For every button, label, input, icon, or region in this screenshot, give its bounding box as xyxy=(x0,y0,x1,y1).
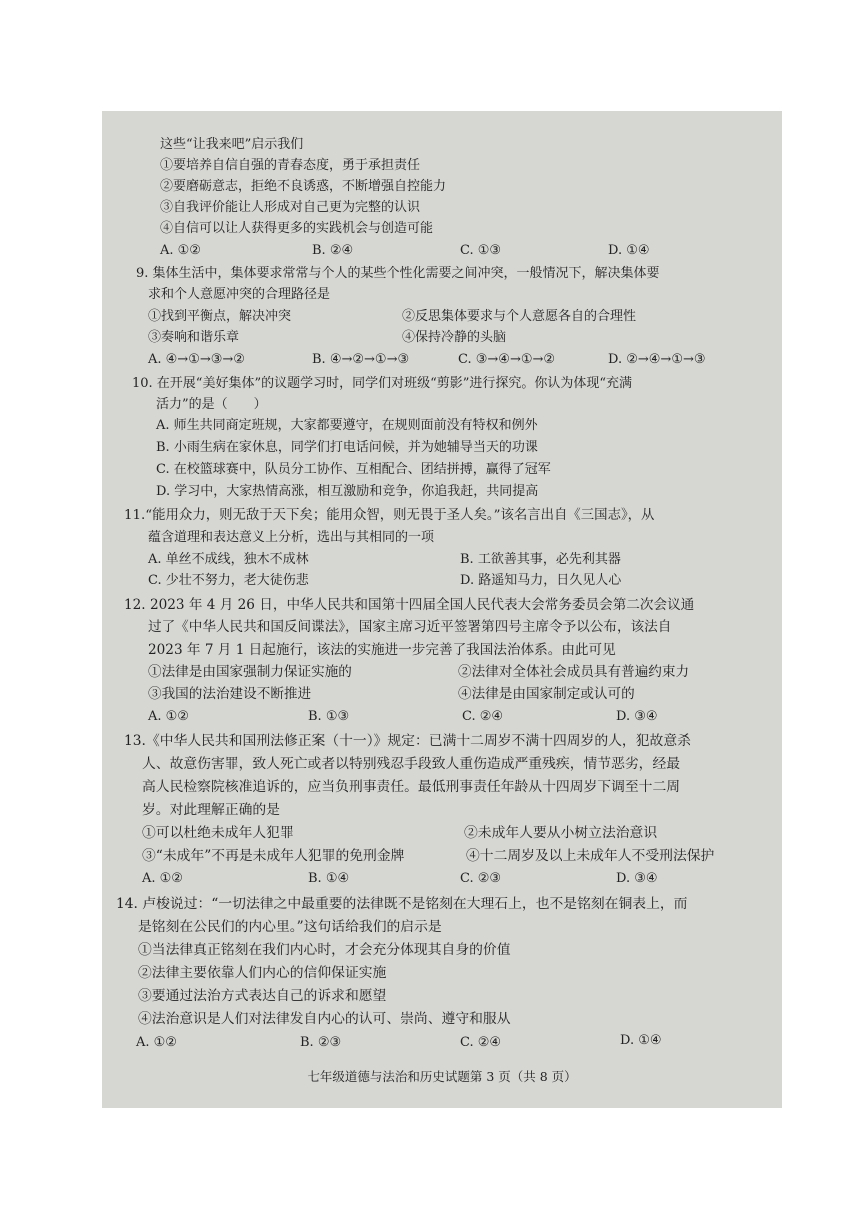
page-footer: 七年级道德与法治和历史试题第 3 页（共 8 页） xyxy=(307,1069,577,1084)
q12-option-c: C. ②④ xyxy=(462,709,504,724)
q10-stem-line-2: 活力”的是（ ） xyxy=(156,397,267,412)
q12-item-1: ①法律是由国家强制力保证实施的 xyxy=(148,664,352,680)
q9-stem-line-2: 求和个人意愿冲突的合理路径是 xyxy=(148,287,331,302)
q8-item-4: ④自信可以让人获得更多的实践机会与创造可能 xyxy=(160,221,434,236)
q14-stem-line-1: 14. 卢梭说过：“一切法律之中最重要的法律既不是铭刻在大理石上，也不是铭刻在铜表上，而 xyxy=(116,896,688,912)
q8-option-b: B. ②④ xyxy=(312,243,354,258)
q8-option-c: C. ①③ xyxy=(460,243,502,258)
q10-option-a: A. 师生共同商定班规，大家都要遵守，在规则面前没有特权和例外 xyxy=(156,418,538,433)
q13-stem-line-4: 岁。对此理解正确的是 xyxy=(142,802,280,818)
q12-option-b: B. ①③ xyxy=(308,709,350,724)
q9-item-2: ②反思集体要求与个人意愿各自的合理性 xyxy=(402,309,637,324)
q13-option-c: C. ②③ xyxy=(460,871,502,886)
q8-stem: 这些“让我来吧”启示我们 xyxy=(160,137,304,152)
q12-stem-line-1: 12. 2023 年 4 月 26 日，中华人民共和国第十四届全国人民代表大会常务委员会第二次会议通 xyxy=(124,597,695,613)
q14-option-a: A. ①② xyxy=(136,1035,177,1050)
q8-option-a: A. ①② xyxy=(160,243,201,258)
q9-stem-line-1: 9. 集体生活中，集体要求常常与个人的某些个性化需要之间冲突，一般情况下，解决集体要 xyxy=(136,266,660,281)
q9-option-c: C. ③→④→①→② xyxy=(458,352,556,367)
q9-option-b: B. ④→②→①→③ xyxy=(312,352,410,367)
q11-option-d: D. 路遥知马力，日久见人心 xyxy=(460,573,622,588)
q13-item-4: ④十二周岁及以上未成年人不受刑法保护 xyxy=(466,848,715,864)
q11-option-a: A. 单丝不成线，独木不成林 xyxy=(148,552,309,567)
q8-option-d: D. ①④ xyxy=(608,243,650,258)
q10-option-d: D. 学习中，大家热情高涨，相互激励和竞争，你追我赶，共同提高 xyxy=(156,484,539,499)
q11-stem-line-1: 11.“能用众力，则无敌于天下矣；能用众智，则无畏于圣人矣。”该名言出自《三国志》，从 xyxy=(124,508,655,523)
q11-option-c: C. 少壮不努力，老大徒伤悲 xyxy=(148,573,309,588)
q13-item-3: ③“未成年”不再是未成年人犯罪的免刑金牌 xyxy=(142,848,405,864)
q12-item-2: ②法律对全体社会成员具有普遍约束力 xyxy=(458,664,690,680)
q12-option-d: D. ③④ xyxy=(616,709,658,724)
q13-stem-line-1: 13.《中华人民共和国刑法修正案（十一）》规定：已满十二周岁不满十四周岁的人，犯故意杀 xyxy=(124,733,691,749)
q11-option-b: B. 工欲善其事，必先利其器 xyxy=(460,552,621,567)
q10-option-c: C. 在校篮球赛中，队员分工协作、互相配合、团结拼搏，赢得了冠军 xyxy=(156,462,551,477)
q13-item-1: ①可以杜绝未成年人犯罪 xyxy=(142,825,294,841)
q9-option-d: D. ②→④→①→③ xyxy=(608,352,706,367)
q9-item-4: ④保持冷静的头脑 xyxy=(402,330,507,345)
q8-item-3: ③自我评价能让人形成对自己更为完整的认识 xyxy=(160,200,421,215)
exam-page xyxy=(102,111,782,1108)
q9-option-a: A. ④→①→③→② xyxy=(148,352,245,367)
q8-item-1: ①要培养自信自强的青春态度，勇于承担责任 xyxy=(160,158,421,173)
q12-stem-line-3: 2023 年 7 月 1 日起施行，该法的实施进一步完善了我国法治体系。由此可见 xyxy=(148,642,616,658)
q11-stem-line-2: 蕴含道理和表达意义上分析，选出与其相同的一项 xyxy=(148,530,435,545)
q14-option-c: C. ②④ xyxy=(460,1035,502,1050)
q13-stem-line-2: 人、故意伤害罪，致人死亡或者以特别残忍手段致人重伤造成严重残疾，情节恶劣，经最 xyxy=(142,756,681,772)
q14-item-1: ①当法律真正铭刻在我们内心时，才会充分体现其自身的价值 xyxy=(138,942,511,958)
q13-option-b: B. ①④ xyxy=(308,871,350,886)
q10-stem-line-1: 10. 在开展“美好集体”的议题学习时，同学们对班级“剪影”进行探究。你认为体现“充满 xyxy=(132,376,633,391)
q10-option-b: B. 小雨生病在家休息，同学们打电话问候，并为她辅导当天的功课 xyxy=(156,440,538,455)
q12-item-3: ③我国的法治建设不断推进 xyxy=(148,686,312,702)
q13-stem-line-3: 高人民检察院核准追诉的，应当负刑事责任。最低刑事责任年龄从十四周岁下调至十二周 xyxy=(142,779,681,795)
q14-item-3: ③要通过法治方式表达自己的诉求和愿望 xyxy=(138,988,387,1004)
q14-item-2: ②法律主要依靠人们内心的信仰保证实施 xyxy=(138,965,387,981)
q14-option-b: B. ②③ xyxy=(300,1035,342,1050)
q12-item-4: ④法律是由国家制定或认可的 xyxy=(458,686,635,702)
q13-option-d: D. ③④ xyxy=(616,871,658,886)
q14-item-4: ④法治意识是人们对法律发自内心的认可、崇尚、遵守和服从 xyxy=(138,1011,511,1027)
q9-item-1: ①找到平衡点，解决冲突 xyxy=(148,309,292,324)
q13-item-2: ②未成年人要从小树立法治意识 xyxy=(464,825,658,841)
q12-option-a: A. ①② xyxy=(148,709,189,724)
q14-stem-line-2: 是铭刻在公民们的内心里。”这句话给我们的启示是 xyxy=(138,919,442,935)
q12-stem-line-2: 过了《中华人民共和国反间谍法》，国家主席习近平签署第四号主席令予以公布，该法自 xyxy=(148,619,672,635)
q9-item-3: ③奏响和谐乐章 xyxy=(148,330,240,345)
q13-option-a: A. ①② xyxy=(142,871,183,886)
q14-option-d: D. ①④ xyxy=(620,1033,662,1048)
q8-item-2: ②要磨砺意志，拒绝不良诱惑，不断增强自控能力 xyxy=(160,179,447,194)
